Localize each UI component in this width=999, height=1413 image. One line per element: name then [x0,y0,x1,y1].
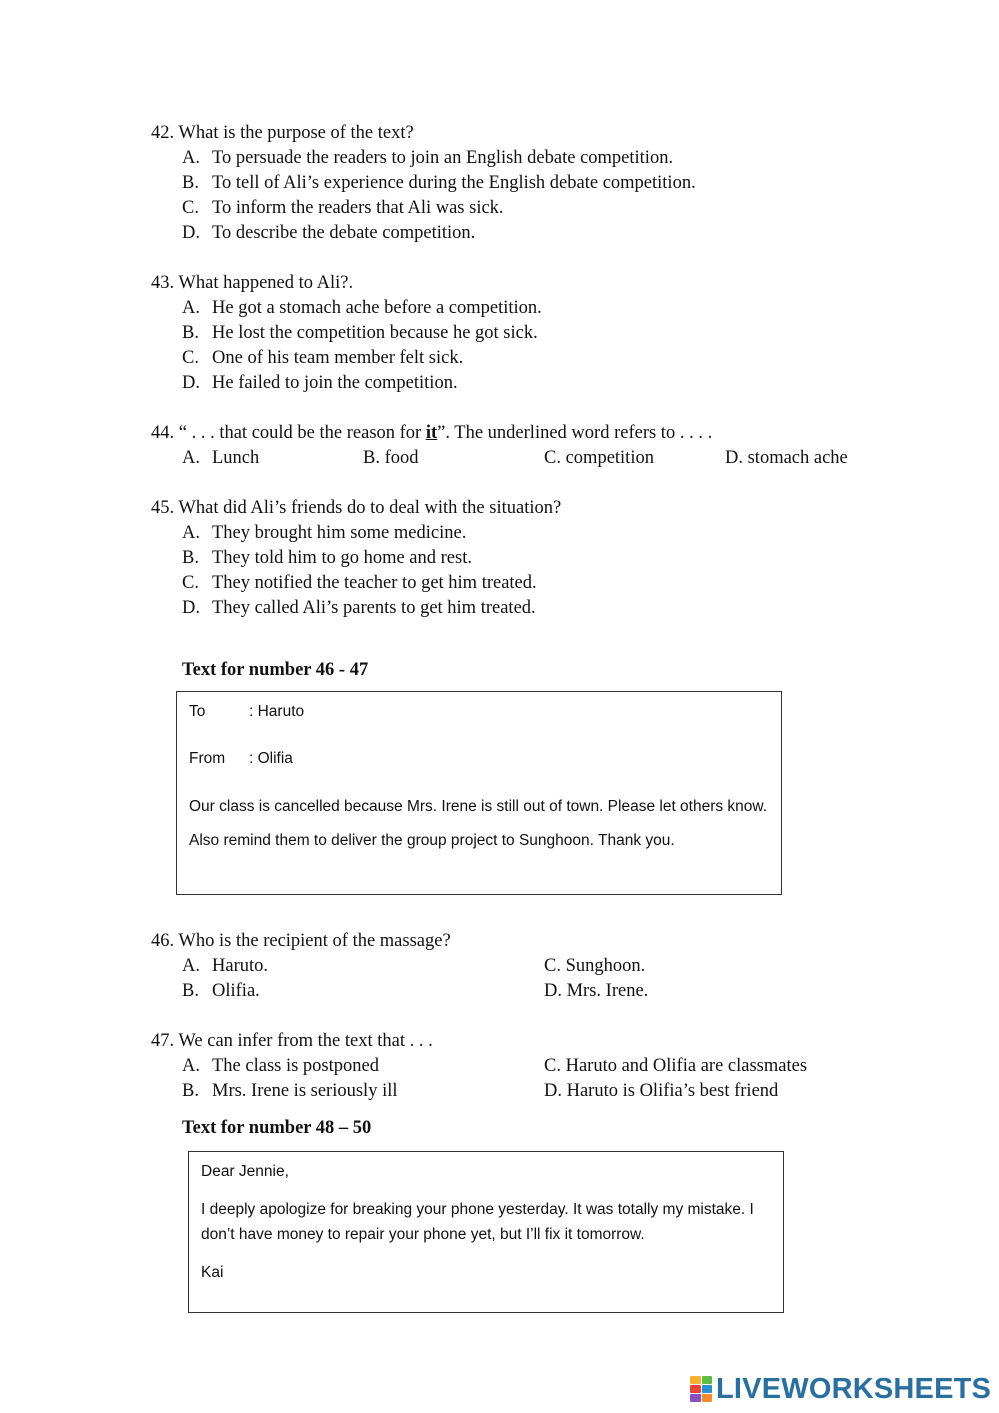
option-b: B. Mrs. Irene is seriously ill [182,1081,398,1101]
question-stem: 47. We can infer from the text that . . . [151,1031,433,1051]
liveworksheets-logo [690,1373,991,1405]
option-a: A. Lunch [182,448,260,468]
option-d: D. Haruto is Olifia’s best friend [544,1081,779,1101]
question-stem: 42. What is the purpose of the text? [151,123,414,143]
question-44 [151,421,911,471]
letter-salutation: Dear Jennie, [201,1163,289,1180]
option-c: C. To inform the readers that Ali was sick. [182,198,504,218]
option-a: A. Haruto. [182,956,268,976]
option-d: D. Mrs. Irene. [544,981,649,1001]
option-b: B. They told him to go home and rest. [182,548,472,568]
question-46 [151,929,911,1004]
question-stem: 43. What happened to Ali?. [151,273,354,293]
option-b: B. He lost the competition because he got sick. [182,323,538,343]
question-42 [151,121,696,246]
question-43 [151,271,542,396]
message-box [176,691,782,895]
option-c: C. Sunghoon. [544,956,646,976]
letter-box [188,1151,784,1313]
option-b: B. food [363,448,419,468]
question-stem: 44. “ . . . that could be the reason for it”. The underlined word refers to . . . . [151,423,713,443]
option-a: A. They brought him some medicine. [182,523,467,543]
brand-name: LIVEWORKSHEETS [716,1372,992,1405]
to-line: To : Haruto [189,703,305,720]
liveworksheets-logo-icon [690,1376,712,1402]
option-d: D. They called Ali’s parents to get him treated. [182,598,536,618]
question-stem: 45. What did Ali’s friends do to deal with the situation? [151,498,562,518]
text-heading-48-50: Text for number 48 – 50 [182,1118,372,1138]
underlined-word: it [425,423,438,443]
option-c: C. One of his team member felt sick. [182,348,464,368]
option-b: B. Olifia. [182,981,260,1001]
option-d: D. He failed to join the competition. [182,373,458,393]
message-body: Our class is cancelled because Mrs. Irene is still out of town. Please let others know. Also remind them to deliver the group project to Sunghoon. Thank you. [189,798,768,849]
option-a: A. To persuade the readers to join an English debate competition. [182,148,674,168]
option-c: C. Haruto and Olifia are classmates [544,1056,808,1076]
option-b: B. To tell of Ali’s experience during the English debate competition. [182,173,696,193]
option-a: A. The class is postponed [182,1056,379,1076]
option-d: D. To describe the debate competition. [182,223,476,243]
option-c: C. They notified the teacher to get him treated. [182,573,537,593]
question-47 [151,1029,911,1104]
question-stem: 46. Who is the recipient of the massage? [151,931,451,951]
from-line: From : Olifia [189,750,293,767]
option-c: C. competition [544,448,654,468]
question-45 [151,496,561,621]
letter-signature: Kai [201,1264,224,1281]
text-heading-46-47: Text for number 46 - 47 [182,660,369,680]
letter-body: I deeply apologize for breaking your phone yesterday. It was totally my mistake. I don’t have money to repair your phone yet, but I’ll fix it tomorrow. [201,1201,754,1243]
option-a: A. He got a stomach ache before a competition. [182,298,542,318]
option-d: D. stomach ache [725,448,848,468]
